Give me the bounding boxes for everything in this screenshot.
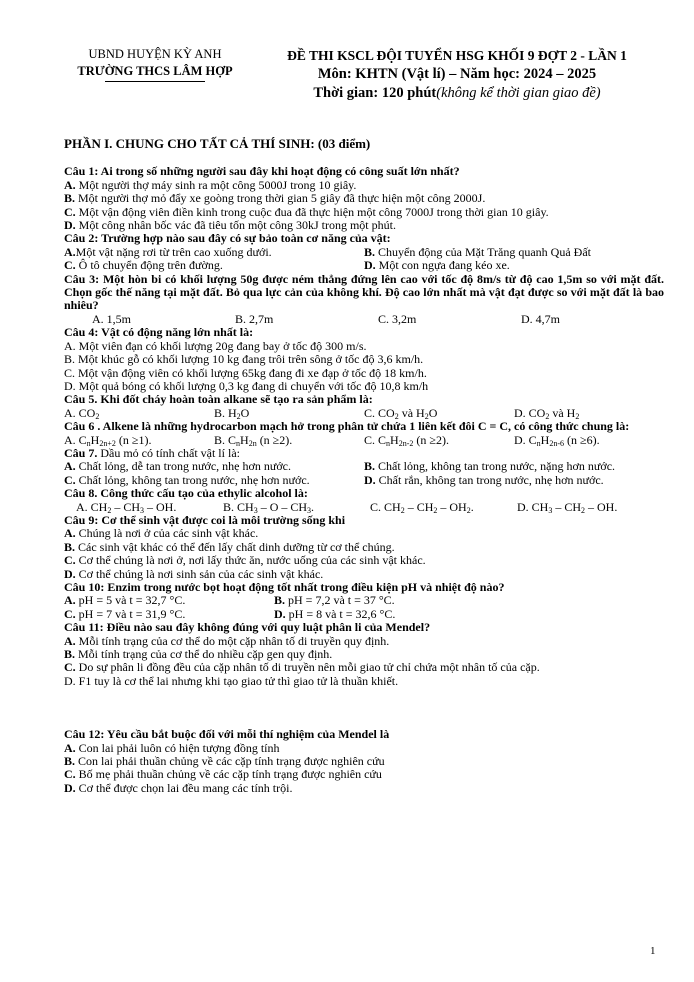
- question-text: Câu 3: Một hòn bi có khối lượng 50g được ném thẳng đứng lên cao với tốc độ 8m/s từ độ cao 1,5m so với mặt đất. Chọn gốc thế năng tại mặt đất. Bỏ qua lực cản của không khí. Độ cao lớn nhất mà vật đạt được so với mặt đất là bao nhiêu?: [64, 271, 664, 313]
- subscript: 2: [575, 411, 580, 421]
- question-number: Câu 7.: [64, 445, 98, 460]
- formula-part: B. C: [214, 432, 237, 447]
- formula-part: – CH: [111, 499, 141, 514]
- option-b: [214, 407, 364, 420]
- question-text: Câu 9: Cơ thể sinh vật được coi là môi trường sống khi: [64, 512, 346, 527]
- option-letter: C.: [64, 660, 76, 675]
- district-name: UBND HUYỆN KỲ ANH: [88, 47, 222, 61]
- question-text: [64, 326, 664, 339]
- option-d: [64, 568, 664, 581]
- formula-part: và H: [398, 405, 425, 420]
- option-letter: A.: [64, 593, 76, 608]
- formula-part: O: [240, 405, 250, 420]
- option-letter: C.: [64, 553, 76, 568]
- option-a: [64, 246, 364, 259]
- option-c: [364, 434, 514, 447]
- question-12: [64, 728, 664, 795]
- option-text: Một người thợ mỏ đẩy xe goòng trong thời gian 5 giây đã thực hiện một công 2000J.: [78, 191, 486, 206]
- subscript: 2: [545, 411, 550, 421]
- option-letter: B.: [364, 459, 376, 474]
- option-letter: A.: [64, 177, 76, 192]
- subscript: 2: [236, 411, 241, 421]
- formula-part: B. H: [214, 405, 237, 420]
- exam-content: [64, 137, 664, 795]
- option-a: [64, 434, 214, 447]
- option-text: Các sinh vật khác có thể đến lấy chất dinh dưỡng từ cơ thể chúng.: [78, 539, 395, 554]
- option-text: Do sự phân li đồng đều của cặp nhân tố di truyền nên mỗi giao tử chỉ chứa một nhân tố của cặp.: [78, 660, 540, 675]
- option-d: [514, 407, 664, 420]
- subscript: 2: [424, 411, 429, 421]
- formula-part: .: [470, 499, 474, 514]
- option-d: D. Một quả bóng có khối lượng 0,3 kg đang di chuyển với tốc độ 10,8 km/h: [64, 378, 429, 393]
- option-text: Một con ngựa đang kéo xe.: [378, 258, 510, 273]
- question-stem: : Vật có động năng lớn nhất là:: [94, 325, 254, 340]
- subscript: 2: [400, 505, 405, 515]
- option-c: [364, 407, 514, 420]
- option-text: Cơ thể chúng là nơi ở, nơi lấy thức ăn, nước uống của các sinh vật khác.: [78, 553, 426, 568]
- option-b: [364, 246, 664, 259]
- question-2: [64, 232, 664, 272]
- subscript: 2: [394, 411, 399, 421]
- option-letter: D.: [274, 606, 286, 621]
- formula-part: H: [390, 432, 399, 447]
- option-letter: C.: [64, 472, 76, 487]
- option-a: [64, 407, 214, 420]
- question-stem: Dầu mỏ có tính chất vật lí là:: [97, 445, 240, 460]
- question-8: [64, 487, 664, 514]
- option-text: pH = 7,2 và t = 37 °C.: [288, 593, 395, 608]
- option-b: [64, 541, 664, 554]
- option-letter: C.: [64, 606, 76, 621]
- option-text: pH = 8 và t = 32,6 °C.: [288, 606, 396, 621]
- option-letter: D.: [64, 218, 76, 233]
- option-text: Cơ thể được chọn lai đều mang các tính trội.: [78, 780, 293, 795]
- formula-part: (n ≥6).: [564, 432, 600, 447]
- subscript: 2n-2: [398, 438, 414, 448]
- subscript: 2: [433, 505, 438, 515]
- formula-part: D. CO: [514, 405, 546, 420]
- option-text: pH = 7 và t = 31,9 °C.: [78, 606, 186, 621]
- option-a: [64, 742, 664, 755]
- option-b: B. 2,7m: [235, 311, 274, 326]
- formula-part: A. CH: [76, 499, 108, 514]
- option-c: [370, 501, 517, 514]
- subscript: n: [386, 438, 391, 448]
- exam-title: ĐỀ THI KSCL ĐỘI TUYỂN HSG KHỐI 9 ĐỢT 2 - LẦN 1: [287, 48, 627, 63]
- option-a: [76, 501, 223, 514]
- subscript: 2: [107, 505, 112, 515]
- subscript: 2n+2: [99, 438, 116, 448]
- spacer: [64, 688, 664, 728]
- option-row: [64, 434, 664, 447]
- question-number: Câu 4: [64, 325, 95, 340]
- option-d: [364, 259, 664, 272]
- option-row: [64, 246, 664, 259]
- question-3: [64, 273, 664, 327]
- option-text: Một vận động viên điền kinh trong cuộc đua đã thực hiện một công 7000J trong thời gian 10 giây.: [78, 204, 549, 219]
- option-letter: A.: [64, 526, 76, 541]
- option-text: Con lai phải thuần chủng về các cặp tính trạng được nghiên cứu: [78, 754, 385, 769]
- section-title: PHẦN I. CHUNG CHO TẤT CẢ THÍ SINH: (03 điểm): [64, 136, 371, 151]
- option-letter: D.: [364, 258, 376, 273]
- option-a: [64, 460, 364, 473]
- option-letter: A.: [64, 244, 76, 259]
- option-b: [364, 460, 664, 473]
- option-b: [64, 648, 664, 661]
- subscript: 3: [253, 505, 258, 515]
- time-note: (không kể thời gian giao đề): [436, 85, 601, 101]
- header-right: [262, 46, 652, 103]
- formula-part: C. CH: [370, 499, 401, 514]
- option-row: [64, 259, 664, 272]
- option-row: [64, 501, 664, 514]
- question-10: [64, 581, 664, 621]
- formula-part: – O – CH: [257, 499, 308, 514]
- formula-part: – CH: [404, 499, 434, 514]
- subscript: n: [86, 438, 91, 448]
- question-text: [64, 165, 664, 178]
- option-text: Một người thợ máy sinh ra một công 5000J trong 10 giây.: [78, 177, 357, 192]
- subscript: 3: [307, 505, 312, 515]
- option-c: [64, 474, 364, 487]
- option-c: C. Một vận động viên có khối lượng 65kg đang đi xe đạp ở tốc độ 18 km/h.: [64, 365, 427, 380]
- option-a: [64, 527, 664, 540]
- option-letter: A.: [64, 633, 76, 648]
- formula-part: C. C: [364, 432, 387, 447]
- option-b: [274, 594, 664, 607]
- option-letter: D.: [64, 780, 76, 795]
- formula-part: (n ≥2).: [413, 432, 449, 447]
- subscript: 3: [548, 505, 553, 515]
- option-text: pH = 5 và t = 32,7 °C.: [78, 593, 186, 608]
- option-row: [64, 608, 664, 621]
- formula-part: và H: [549, 405, 576, 420]
- option-c: [64, 768, 664, 781]
- option-letter: D.: [364, 472, 376, 487]
- subscript: 3: [140, 505, 145, 515]
- time-label: Thời gian: 120 phút: [313, 85, 437, 101]
- option-b: [214, 434, 364, 447]
- option-b: B. Một khúc gỗ có khối lượng 10 kg đang trôi trên sông ở tốc độ 3,6 km/h.: [64, 352, 424, 367]
- option-row: [64, 407, 664, 420]
- option-text: Ô tô chuyển động trên đường.: [78, 258, 223, 273]
- option-c: C. 3,2m: [378, 311, 417, 326]
- option-text: Mỗi tính trạng của cơ thể do nhiều cặp gen quy định.: [78, 647, 333, 662]
- formula-part: – OH.: [144, 499, 177, 514]
- option-text: Cơ thể chúng là nơi sinh sản của các sinh vật khác.: [78, 566, 324, 581]
- option-text: Chất lỏng, dễ tan trong nước, nhẹ hơn nước.: [78, 459, 292, 474]
- formula-part: – OH.: [585, 499, 618, 514]
- question-6: [64, 420, 664, 447]
- option-c: [64, 259, 364, 272]
- option-a: A. Một viên đạn có khối lượng 20g đang bay ở tốc độ 300 m/s.: [64, 338, 367, 353]
- question-9: [64, 514, 664, 581]
- option-text: Một vật nặng rơi từ trên cao xuống dưới.: [75, 244, 272, 259]
- header-underline: [105, 81, 205, 82]
- formula-part: .: [311, 499, 315, 514]
- time-line: [262, 84, 652, 103]
- formula-part: H: [240, 432, 249, 447]
- question-4: [64, 326, 664, 393]
- option-text: Mỗi tính trạng của cơ thể do một cặp nhân tố di truyền quy định.: [78, 633, 390, 648]
- option-b: [64, 192, 664, 205]
- option-text: Chất lỏng, không tan trong nước, nhẹ hơn nước.: [78, 472, 310, 487]
- option-row: [64, 474, 664, 487]
- question-text: Câu 11: Điều nào sau đây không đúng với quy luật phân li của Mendel?: [64, 620, 431, 635]
- question-11: [64, 621, 664, 688]
- formula-part: (n ≥2).: [256, 432, 293, 447]
- subscript: 2: [95, 411, 100, 421]
- option-text: Chúng là nơi ở của các sinh vật khác.: [78, 526, 259, 541]
- option-a: [64, 635, 664, 648]
- subscript: 2n-6: [549, 438, 565, 448]
- option-c: [64, 206, 664, 219]
- option-c: [64, 554, 664, 567]
- option-text: Con lai phải luôn có hiện tượng đồng tính: [78, 740, 280, 755]
- subscript: n: [236, 438, 241, 448]
- option-letter: B.: [64, 647, 76, 662]
- subscript: n: [536, 438, 541, 448]
- question-text: Câu 5. Khi đốt cháy hoàn toàn alkane sẽ tạo ra sản phẩm là:: [64, 392, 373, 407]
- question-text: Câu 8. Công thức cấu tạo của ethylic alcohol là:: [64, 486, 308, 501]
- question-stem: : Ai trong số những người sau đây khi hoạt động có công suất lớn nhất?: [94, 164, 460, 179]
- option-text: Chất lỏng, không tan trong nước, nặng hơn nước.: [378, 459, 616, 474]
- option-letter: A.: [64, 740, 76, 755]
- header-left: [52, 46, 258, 82]
- formula-part: O: [428, 405, 438, 420]
- option-c: [64, 608, 274, 621]
- question-5: [64, 393, 664, 420]
- option-letter: B.: [274, 593, 286, 608]
- option-letter: C.: [64, 767, 76, 782]
- subscript: 2: [581, 505, 586, 515]
- formula-part: C. CO: [364, 405, 395, 420]
- option-text: Một công nhân bốc vác đã tiêu tốn một công 30kJ trong một phút.: [78, 218, 396, 233]
- question-number: Câu 1: [64, 164, 95, 179]
- formula-part: (n ≥1).: [115, 432, 152, 447]
- option-letter: C.: [64, 258, 76, 273]
- option-letter: B.: [64, 539, 76, 554]
- option-letter: A.: [64, 459, 76, 474]
- option-letter: B.: [64, 191, 76, 206]
- option-d: [514, 434, 664, 447]
- option-text: Chất rắn, không tan trong nước, nhẹ hơn nước.: [378, 472, 604, 487]
- formula-part: A. CO: [64, 405, 96, 420]
- option-row: [64, 460, 664, 473]
- question-text: Câu 12: Yêu cầu bắt buộc đối với mỗi thí nghiệm của Mendel là: [64, 727, 390, 742]
- option-b: [223, 501, 370, 514]
- formula-part: D. CH: [517, 499, 549, 514]
- option-letter: B.: [364, 244, 376, 259]
- option-d: D. 4,7m: [521, 311, 560, 326]
- formula-part: D. C: [514, 432, 537, 447]
- formula-part: B. CH: [223, 499, 254, 514]
- school-name: TRƯỜNG THCS LÂM HỢP: [77, 64, 233, 78]
- formula-part: A. C: [64, 432, 87, 447]
- subscript: 2: [466, 505, 471, 515]
- option-b: [64, 755, 664, 768]
- option-c: [64, 661, 664, 674]
- option-d: [517, 501, 664, 514]
- option-a: [64, 594, 274, 607]
- option-row: [64, 313, 664, 326]
- question-text: Câu 6 . Alkene là những hydrocarbon mạch hở trong phân tử chứa 1 liên kết đôi C = C, có công thức chung là:: [64, 419, 630, 434]
- page-number: 1: [650, 945, 656, 957]
- option-a: [64, 179, 664, 192]
- option-letter: C.: [64, 204, 76, 219]
- question-text: Câu 2: Trường hợp nào sau đây có sự bảo toàn cơ năng của vật:: [64, 231, 391, 246]
- option-letter: D.: [64, 566, 76, 581]
- option-row: [64, 594, 664, 607]
- subject-line: Môn: KHTN (Vật lí) – Năm học: 2024 – 2025: [317, 66, 597, 82]
- option-d: [274, 608, 664, 621]
- option-text: Bố mẹ phải thuần chủng về các cặp tính trạng được nghiên cứu: [78, 767, 382, 782]
- formula-part: – OH: [437, 499, 467, 514]
- option-a: A. 1,5m: [92, 311, 131, 326]
- option-text: Chuyển động của Mặt Trăng quanh Quả Đất: [378, 244, 591, 259]
- option-letter: B.: [64, 754, 76, 769]
- option-d: [64, 782, 664, 795]
- question-7: [64, 447, 664, 487]
- formula-part: H: [540, 432, 550, 447]
- option-d: [64, 219, 664, 232]
- formula-part: – CH: [552, 499, 582, 514]
- option-d: [364, 474, 664, 487]
- question-1: [64, 165, 664, 232]
- question-text: Câu 10: Enzim trong nước bọt hoạt động tốt nhất trong điều kiện pH và nhiệt độ nào?: [64, 580, 505, 594]
- formula-part: H: [90, 432, 100, 447]
- question-text: [64, 447, 664, 460]
- subscript: 2n: [248, 438, 257, 448]
- option-d: D. F1 tuy là cơ thể lai nhưng khi tạo giao tử thì giao tử là thuần khiết.: [64, 673, 399, 688]
